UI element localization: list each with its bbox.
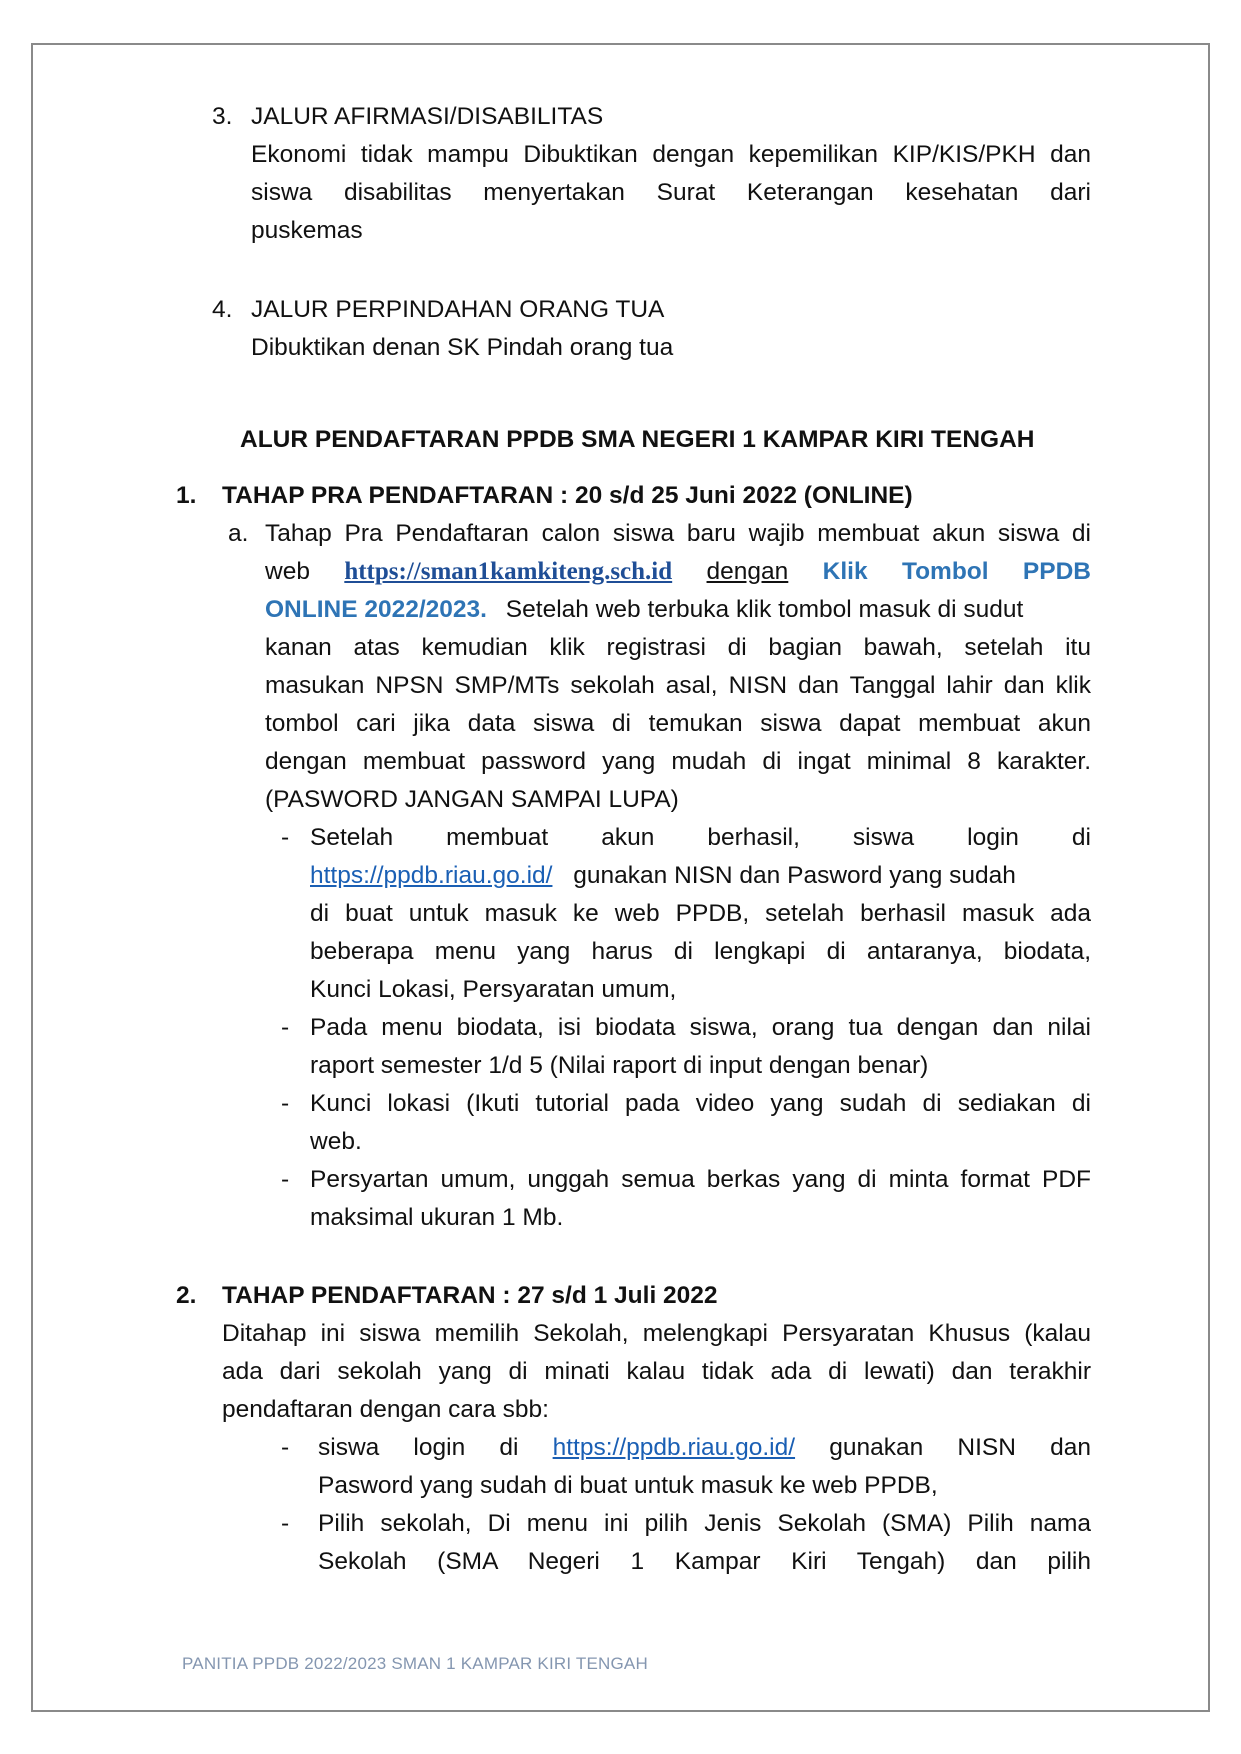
sub-a-letter: a. — [228, 520, 249, 547]
step-2-line: ada dari sekolah yang di minati kalau tidak ada di lewati) dan terakhir — [222, 1358, 1091, 1385]
sub-a-line: tombol cari jika data siswa di temukan siswa dapat membuat akun — [265, 710, 1091, 737]
bullet-4-line: maksimal ukuran 1 Mb. — [310, 1204, 564, 1231]
step-2-line: pendaftaran dengan cara sbb: — [222, 1396, 549, 1423]
section-3-line: siswa disabilitas menyertakan Surat Keterangan kesehatan dari — [251, 179, 1091, 206]
login-text: siswa login di — [318, 1434, 519, 1461]
bullet-4-line: Persyartan umum, unggah semua berkas yang di minta format PDF — [310, 1166, 1091, 1193]
sub-a-line: kanan atas kemudian klik registrasi di bagian bawah, setelah itu — [265, 634, 1091, 661]
ppdb-online-text: ONLINE 2022/2023. — [265, 596, 487, 623]
sub-a-line: Tahap Pra Pendaftaran calon siswa baru wajib membuat akun siswa di — [265, 520, 1091, 547]
section-3-title: JALUR AFIRMASI/DISABILITAS — [251, 103, 604, 130]
step-1-number: 1. — [176, 482, 197, 509]
bullet-1-line: Setelah membuat akun berhasil, siswa login di — [310, 824, 1091, 851]
step-1-title: TAHAP PRA PENDAFTARAN : 20 s/d 25 Juni 2022 (ONLINE) — [222, 482, 913, 509]
step-2-bullet-2-line: Sekolah (SMA Negeri 1 Kampar Kiri Tengah) dan pilih — [318, 1548, 1091, 1575]
school-website-link[interactable]: https://sman1kamkiteng.sch.id — [344, 558, 673, 585]
section-3-line: Ekonomi tidak mampu Dibuktikan dengan kepemilikan KIP/KIS/PKH dan — [251, 141, 1091, 168]
ppdb-riau-link-2[interactable]: https://ppdb.riau.go.id/ — [552, 1434, 796, 1461]
klik-tombol-text: Klik Tombol PPDB — [822, 558, 1091, 585]
bullet-3-line: Kunci lokasi (Ikuti tutorial pada video yang sudah di sediakan di — [310, 1090, 1091, 1117]
step-2-bullet-1-line: Pasword yang sudah di buat untuk masuk ke web PPDB, — [318, 1472, 938, 1499]
sub-a-line-rest: Setelah web terbuka klik tombol masuk di sudut — [505, 596, 1024, 623]
sub-a-line — [265, 591, 1023, 629]
bullet-dash: - — [281, 1014, 290, 1041]
bullet-dash: - — [281, 1166, 290, 1193]
bullet-1-line: Kunci Lokasi, Persyaratan umum, — [310, 976, 677, 1003]
bullet-dash: - — [281, 1510, 290, 1537]
bullet-1-line: beberapa menu yang harus di lengkapi di antaranya, biodata, — [310, 938, 1091, 965]
ppdb-riau-link[interactable]: https://ppdb.riau.go.id/ — [310, 862, 553, 889]
section-4-title: JALUR PERPINDAHAN ORANG TUA — [251, 296, 665, 323]
bullet-dash: - — [281, 1434, 290, 1461]
section-4-line: Dibuktikan denan SK Pindah orang tua — [251, 334, 674, 361]
step-2-bullet-2-line: Pilih sekolah, Di menu ini pilih Jenis Sekolah (SMA) Pilih nama — [318, 1510, 1091, 1537]
sub-a-line: masukan NPSN SMP/MTs sekolah asal, NISN dan Tanggal lahir dan klik — [265, 672, 1091, 699]
sub-a-line: dengan membuat password yang mudah di ingat minimal 8 karakter. — [265, 748, 1091, 775]
login-text-rest: gunakan NISN dan — [829, 1434, 1091, 1461]
bullet-dash: - — [281, 1090, 290, 1117]
bullet-1-line — [310, 857, 1016, 895]
step-2-line: Ditahap ini siswa memilih Sekolah, melengkapi Persyaratan Khusus (kalau — [222, 1320, 1091, 1347]
page-footer: PANITIA PPDB 2022/2023 SMAN 1 KAMPAR KIRI TENGAH — [182, 1654, 648, 1673]
section-3-line: puskemas — [251, 217, 363, 244]
bullet-1-line: di buat untuk masuk ke web PPDB, setelah berhasil masuk ada — [310, 900, 1091, 927]
section-4-number: 4. — [212, 296, 233, 323]
page-heading: ALUR PENDAFTARAN PPDB SMA NEGERI 1 KAMPAR KIRI TENGAH — [240, 426, 1035, 453]
section-3-number: 3. — [212, 103, 233, 130]
web-word: web — [265, 558, 310, 585]
bullet-dash: - — [281, 824, 290, 851]
sub-a-line: (PASWORD JANGAN SAMPAI LUPA) — [265, 786, 679, 813]
bullet-2-line: Pada menu biodata, isi biodata siswa, orang tua dengan dan nilai — [310, 1014, 1091, 1041]
bullet-3-line: web. — [310, 1128, 362, 1155]
bullet-2-line: raport semester 1/d 5 (Nilai raport di input dengan benar) — [310, 1052, 929, 1079]
step-2-number: 2. — [176, 1282, 197, 1309]
bullet-1-line-rest: gunakan NISN dan Pasword yang sudah — [573, 862, 1016, 889]
step-2-bullet-1-line — [318, 1429, 1091, 1467]
sub-a-line-web — [265, 553, 1091, 591]
dengan-word: dengan — [706, 558, 789, 585]
step-2-title: TAHAP PENDAFTARAN : 27 s/d 1 Juli 2022 — [222, 1282, 718, 1309]
